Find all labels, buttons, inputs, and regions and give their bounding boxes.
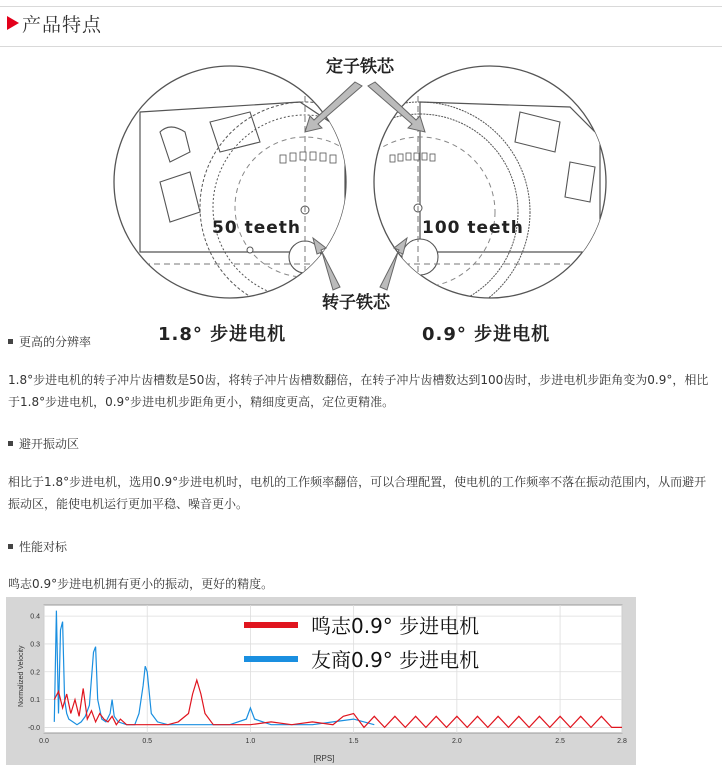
x-tick-label: 0.5 bbox=[142, 738, 153, 745]
y-tick-label: 0.2 bbox=[30, 669, 40, 677]
triangle-arrow-icon bbox=[7, 16, 19, 30]
section-header bbox=[0, 0, 722, 47]
y-tick-label: 0.4 bbox=[30, 613, 40, 621]
left-motor-label: 1.8° 步进电机 bbox=[158, 324, 287, 345]
left-teeth-label: 50 teeth bbox=[212, 218, 301, 238]
section-title: 产品特点 bbox=[22, 14, 103, 36]
section-paragraph-vibration: 相比于1.8°步进电机，选用0.9°步进电机时，电机的工作频率翻倍，可以合理配置，使电机的工作频率不落在振动范围内，从而避开振动区，能使电机运行更加平稳、噪音更小。 bbox=[8, 475, 707, 511]
y-tick-label: 0.3 bbox=[30, 641, 40, 649]
vibration-comparison-chart bbox=[6, 597, 636, 765]
right-motor-cross-section bbox=[310, 66, 606, 322]
left-motor-cross-section bbox=[114, 66, 410, 312]
section-heading-vibration bbox=[8, 435, 79, 452]
square-bullet-icon bbox=[8, 544, 13, 549]
section-heading-resolution bbox=[8, 333, 91, 350]
x-tick-label: 1.5 bbox=[348, 738, 359, 745]
square-bullet-icon bbox=[8, 441, 13, 446]
y-tick-label: 0.1 bbox=[30, 697, 40, 705]
y-tick-label: -0.0 bbox=[27, 724, 40, 732]
section-heading-text: 更高的分辨率 bbox=[19, 335, 92, 349]
legend-label: 鸣志0.9° 步进电机 bbox=[311, 614, 480, 638]
section-paragraph-resolution: 1.8°步进电机的转子冲片齿槽数是50齿，将转子冲片齿槽数翻倍，在转子冲片齿槽数达到100齿时，步进电机步距角变为0.9°，相比于1.8°步进电机，0.9°步进电机步距角更小，精细度更高，定位更精准。 bbox=[8, 373, 709, 409]
rotor-core-label: 转子铁芯 bbox=[322, 293, 390, 313]
section-paragraph-benchmark: 鸣志0.9°步进电机拥有更小的振动，更好的精度。 bbox=[8, 577, 274, 591]
x-tick-label: 2.5 bbox=[555, 738, 565, 745]
section-heading-text: 性能对标 bbox=[19, 540, 68, 554]
x-tick-label: 2.0 bbox=[451, 738, 462, 745]
velocity-chart-svg bbox=[6, 597, 636, 765]
x-tick-label: 2.8 bbox=[617, 738, 627, 745]
stator-core-label: 定子铁芯 bbox=[326, 57, 394, 77]
section-heading-text: 避开振动区 bbox=[19, 437, 80, 451]
x-axis-label: [RPS] bbox=[313, 754, 335, 763]
rotor-stator-diagram bbox=[100, 52, 620, 352]
right-motor-label: 0.9° 步进电机 bbox=[422, 324, 551, 345]
y-axis-label: Normalized Velocity bbox=[18, 645, 25, 707]
right-teeth-label: 100 teeth bbox=[422, 218, 524, 238]
section-heading-benchmark bbox=[8, 538, 67, 555]
square-bullet-icon bbox=[8, 339, 13, 344]
legend-label: 友商0.9° 步进电机 bbox=[311, 648, 480, 672]
x-tick-label: 0.0 bbox=[39, 738, 49, 745]
x-tick-label: 1.0 bbox=[245, 738, 256, 745]
